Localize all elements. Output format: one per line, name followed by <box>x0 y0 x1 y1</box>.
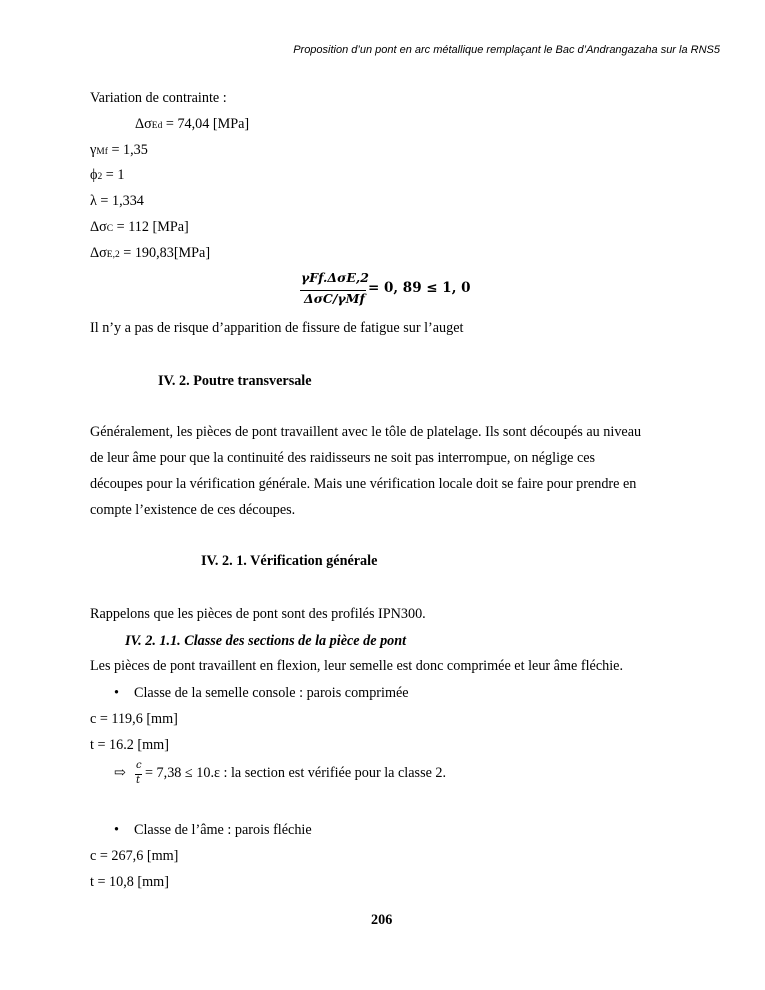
bullet-dot-icon: • <box>114 685 119 701</box>
subscript: Mf <box>96 147 108 157</box>
subscript: Ed <box>151 121 163 131</box>
fatigue-conclusion: Il n’y a pas de risque d’apparition de fissure de fatigue sur l’auget <box>90 320 464 336</box>
recall-text: Rappelons que les pièces de pont sont des profilés IPN300. <box>90 606 426 622</box>
flexion-text: Les pièces de pont travaillent en flexion, leur semelle est donc comprimée et leur âme fléchie. <box>90 658 623 674</box>
gamma-mf-line <box>90 141 148 161</box>
bullet-1 <box>114 684 409 702</box>
subscript: E,2 <box>106 250 120 260</box>
paragraph-line-2: de leur âme pour que la continuité des raidisseurs ne soit pas interrompue, on néglige ces <box>90 450 596 466</box>
arrow-icon: ⇨ <box>114 765 126 781</box>
subscript: C <box>106 224 114 234</box>
value: = 74,04 [MPa] <box>162 116 250 132</box>
check-text: = 7,38 ≤ 10.ε : la section est vérifiée pour la classe 2. <box>145 765 447 781</box>
value: = 1,35 <box>107 142 148 158</box>
symbol: γ <box>90 142 97 158</box>
t-value-1: t = 16.2 [mm] <box>90 737 169 753</box>
symbol: ϕ <box>90 167 98 183</box>
symbol: Δσ <box>135 116 152 132</box>
check-frac-num: c <box>136 760 142 771</box>
bullet-2 <box>114 821 312 839</box>
running-header: Proposition d’un pont en arc métallique remplaçant le Bac d’Andrangazaha sur la RNS5 <box>293 44 720 56</box>
value: = 190,83[MPa] <box>119 245 211 261</box>
bullet-1-text: Classe de la semelle console : parois comprimée <box>134 685 409 701</box>
c-value-2: c = 267,6 [mm] <box>90 848 179 864</box>
delta-sigma-ed-line <box>135 115 249 135</box>
symbol: Δσ <box>90 245 107 261</box>
c-value-1: c = 119,6 [mm] <box>90 711 178 727</box>
subscript: 2 <box>97 172 103 182</box>
paragraph-line-3: découpes pour la vérification générale. Mais une vérification locale doit se faire pour prendre en <box>90 476 637 492</box>
section-heading: IV. 2. Poutre transversale <box>158 373 312 389</box>
formula-denominator: ΔσC/γMf <box>304 291 365 306</box>
delta-sigma-e2-line <box>90 244 210 264</box>
formula-numerator: γFf.ΔσE,2 <box>301 270 369 285</box>
bullet-dot-icon: • <box>114 822 119 838</box>
paragraph-line-1: Généralement, les pièces de pont travaillent avec le tôle de platelage. Ils sont découpés au niveau <box>90 424 642 440</box>
t-value-2: t = 10,8 [mm] <box>90 874 169 890</box>
check-frac-den: t <box>136 775 141 786</box>
symbol: Δσ <box>90 219 107 235</box>
value: = 112 [MPa] <box>113 219 189 235</box>
variation-label: Variation de contrainte : <box>90 90 227 106</box>
delta-sigma-c-line <box>90 218 189 238</box>
paragraph-line-4: compte l’existence de ces découpes. <box>90 502 296 518</box>
lambda-line: λ = 1,334 <box>90 193 144 209</box>
bullet-2-text: Classe de l’âme : parois fléchie <box>134 822 312 838</box>
subsection-heading: IV. 2. 1. Vérification générale <box>201 553 378 569</box>
page-number: 206 <box>371 912 393 928</box>
formula-result: = 0, 89 ≤ 1, 0 <box>368 280 471 296</box>
value: = 1 <box>102 167 125 183</box>
phi2-line <box>90 166 124 186</box>
subsubsection-heading: IV. 2. 1.1. Classe des sections de la pièce de pont <box>125 633 407 649</box>
